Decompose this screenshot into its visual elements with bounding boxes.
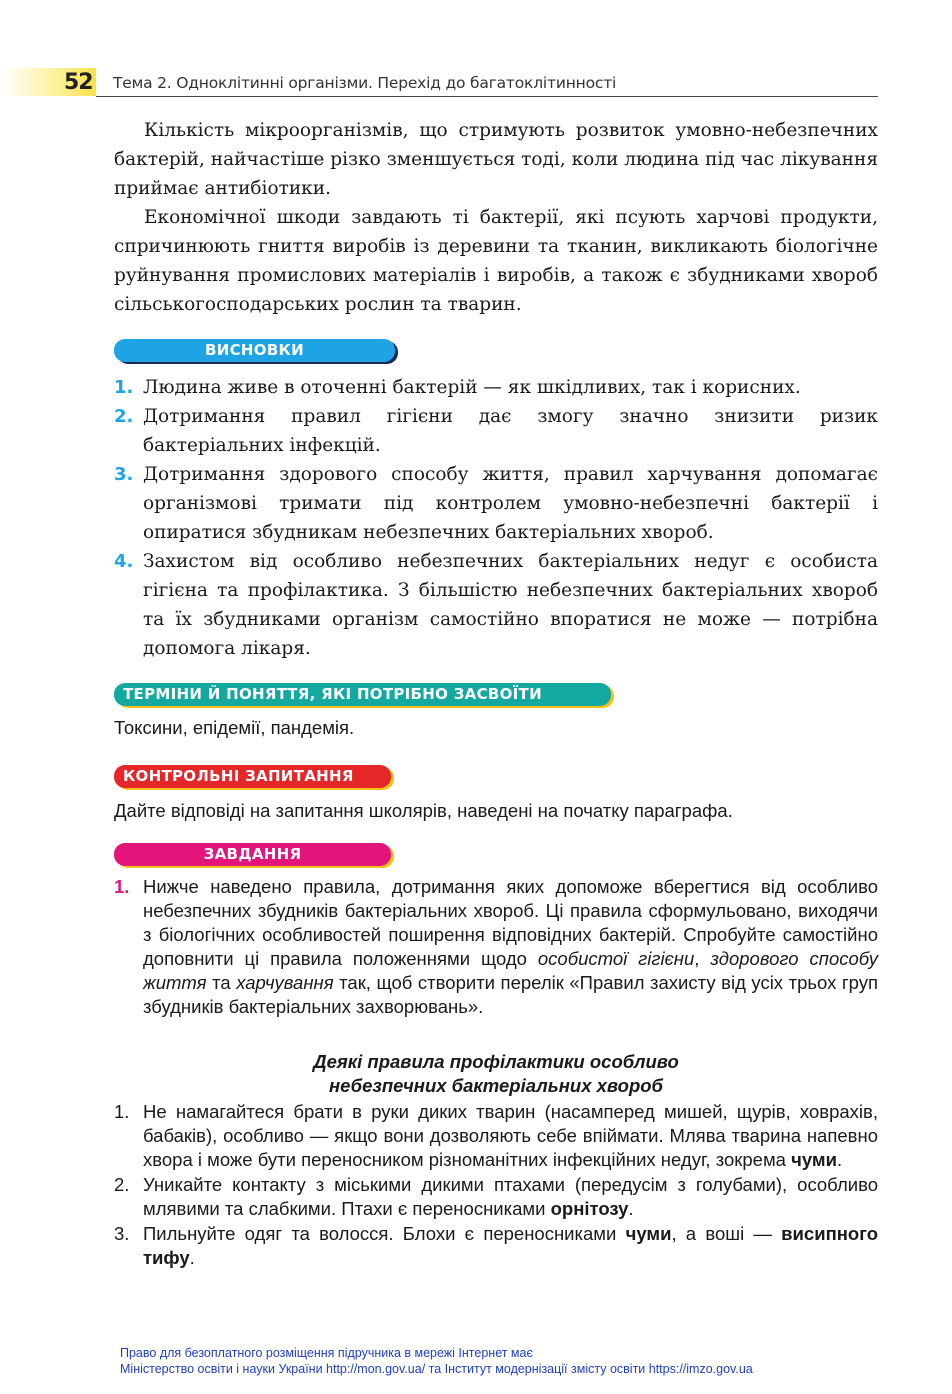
rule-text: Не намагайтеся брати в руки диких тварин (насамперед мишей, щурів, ховрахів, бабаків), особливо — якщо вони дозволяють себе впіймати. Млява тварина напевно хвора і може бути переносником різноманітних інфекційних недуг, зокрема bbox=[143, 1101, 878, 1170]
conclusion-item bbox=[114, 460, 878, 547]
conclusion-text: Дотримання здорового способу життя, правил харчування допомагає організмові тримати під контролем умовно-небезпечні бактерії і опиратися збудникам небезпечних бактеріальних хвороб. bbox=[143, 464, 878, 543]
conclusion-number: 1. bbox=[114, 377, 134, 398]
rule-text: , а воші — bbox=[671, 1223, 782, 1244]
conclusion-number: 2. bbox=[114, 406, 134, 427]
rule-text: Пильнуйте одяг та волосся. Блохи є переносниками bbox=[143, 1223, 626, 1244]
rules-title-line: небезпечних бактеріальних хвороб bbox=[328, 1075, 663, 1096]
rules-title-line: Деякі правила профілактики особливо bbox=[313, 1051, 679, 1072]
rule-bold-term: висипного тифу bbox=[143, 1223, 878, 1268]
page-number: 52 bbox=[64, 70, 93, 95]
rule-item bbox=[114, 1100, 878, 1172]
rule-text: . bbox=[836, 1149, 843, 1170]
task-emphasis: здорового способу життя bbox=[143, 948, 879, 993]
conclusion-text: Захистом від особливо небезпечних бактеріальних недуг є особиста гігієна та профілактика. З більшістю небезпечних бактеріальних хвороб та їх збудниками організм самостійно впоратися не може — потрібна допомога лікаря. bbox=[143, 551, 878, 659]
rule-bold-term: чуми bbox=[791, 1149, 837, 1170]
terms-heading: ТЕРМІНИ Й ПОНЯТТЯ, ЯКІ ПОТРІБНО ЗАСВОЇТИ bbox=[114, 683, 611, 706]
task-item bbox=[114, 875, 878, 1019]
body-paragraph-2: Економічної шкоди завдають ті бактерії, які псують харчові продукти, спричинюють гниття виробів із деревини та тканин, викликають біологічне руйнування промислових матеріалів і виробів, а також є збудниками хвороб сільськогосподарських рослин та тварин. bbox=[114, 207, 878, 315]
task-text-part: та bbox=[206, 972, 237, 993]
running-header-title: Тема 2. Одноклітинні організми. Перехід до багатоклітинності bbox=[113, 74, 617, 92]
rule-bold-term: чуми bbox=[625, 1223, 672, 1244]
questions-text: Дайте відповіді на запитання школярів, наведені на початку параграфа. bbox=[114, 800, 733, 821]
rule-text: . bbox=[628, 1198, 634, 1219]
rules-title bbox=[114, 1050, 878, 1098]
rule-number: 1. bbox=[114, 1101, 130, 1122]
task-number: 1. bbox=[114, 876, 130, 897]
conclusions-list bbox=[114, 373, 878, 663]
conclusion-item bbox=[114, 402, 878, 460]
rule-text: . bbox=[189, 1247, 195, 1268]
task-text bbox=[114, 875, 878, 1019]
conclusions-heading: ВИСНОВКИ bbox=[114, 339, 395, 362]
footer-license bbox=[120, 1345, 753, 1377]
conclusion-number: 3. bbox=[114, 464, 134, 485]
conclusion-number: 4. bbox=[114, 551, 134, 572]
tasks-heading: ЗАВДАННЯ bbox=[114, 843, 391, 866]
task-text-part: Нижче наведено правила, дотримання яких допоможе вберегтися від особливо небезпечних збудників бактеріальних хвороб. Ці правила сформульовано, виходячи з біологічних особливостей поширення відповідних бактерій. Спробуйте самостійно доповнити ці правила положеннями щодо bbox=[143, 876, 878, 969]
body-paragraph-1: Кількість мікроорганізмів, що стримують розвиток умовно-небезпечних бактерій, найчастіше різко зменшується тоді, коли людина під час лікування приймає антибіотики. bbox=[114, 120, 878, 199]
conclusion-item bbox=[114, 547, 878, 663]
header-rule bbox=[96, 96, 878, 97]
task-emphasis: особистої гігієни bbox=[537, 948, 695, 969]
rule-item bbox=[114, 1173, 878, 1221]
conclusion-item bbox=[114, 373, 878, 402]
rule-bold-term: орнітозу bbox=[550, 1198, 629, 1219]
rule-number: 2. bbox=[114, 1174, 130, 1195]
rule-number: 3. bbox=[114, 1223, 130, 1244]
task-emphasis: харчування bbox=[236, 972, 334, 993]
conclusion-text: Дотримання правил гігієни дає змогу значно знизити ризик бактеріальних інфекцій. bbox=[143, 406, 878, 456]
terms-text: Токсини, епідемії, пандемія. bbox=[114, 717, 355, 738]
rule-item bbox=[114, 1222, 878, 1270]
footer-line: Міністерство освіти і науки України http://mon.gov.ua/ та Інститут модернізації змісту освіти https://imzo.gov.ua bbox=[120, 1362, 753, 1376]
conclusion-text: Людина живе в оточенні бактерій — як шкідливих, так і корисних. bbox=[143, 377, 801, 398]
task-text-part: , bbox=[694, 948, 711, 969]
questions-heading: КОНТРОЛЬНІ ЗАПИТАННЯ bbox=[114, 765, 391, 788]
footer-line: Право для безоплатного розміщення підручника в мережі Інтернет має bbox=[120, 1346, 533, 1360]
task-text-part: так, щоб створити перелік «Правил захисту від усіх трьох груп збудників бактеріальних захворювань». bbox=[143, 972, 878, 1017]
rule-text: Уникайте контакту з міськими дикими птахами (передусім з голубами), особливо млявими та слабкими. Птахи є переносниками bbox=[143, 1174, 878, 1219]
rules-list bbox=[114, 1100, 878, 1271]
